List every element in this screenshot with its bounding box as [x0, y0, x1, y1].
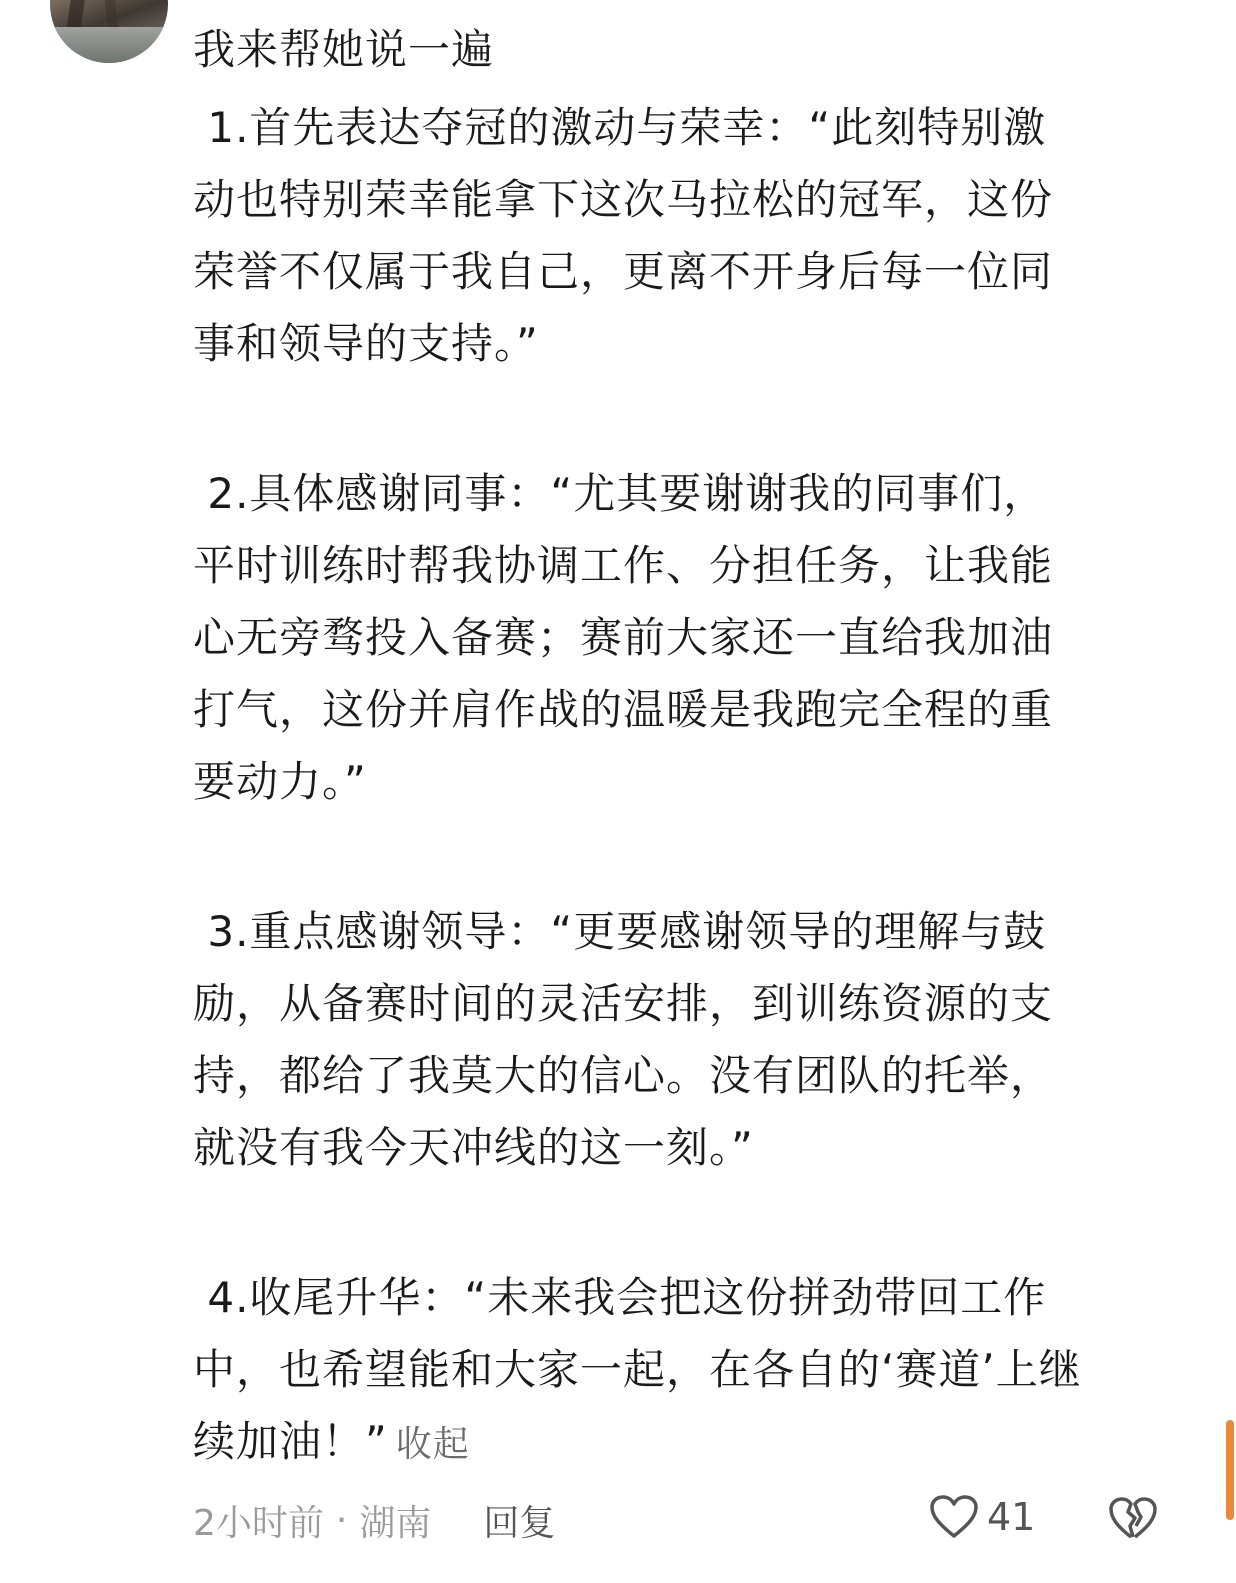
- collapse-link[interactable]: 收起: [395, 1424, 470, 1465]
- comment-paragraph-4-text: 4.收尾升华：“未来我会把这份拼劲带回工作 中，也希望能和大家一起，在各自的‘赛道’上继 续加油！”: [193, 1273, 1082, 1466]
- comment-paragraph-4: [193, 1262, 1178, 1481]
- comment-paragraph-1: 1.首先表达夺冠的激动与荣幸：“此刻特别激 动也特别荣幸能拿下这次马拉松的冠军，这份 荣誉不仅属于我自己，更离不开身后每一位同 事和领导的支持。”: [193, 103, 1054, 368]
- broken-heart-icon: [1108, 1496, 1158, 1542]
- avatar-image-detail: [50, 27, 168, 63]
- comment-footer: [193, 1490, 1178, 1550]
- comment-location: 湖南: [359, 1502, 432, 1544]
- comment-body: [193, 22, 1178, 1481]
- avatar[interactable]: [50, 0, 168, 63]
- like-count: 41: [987, 1495, 1036, 1539]
- comment-headline: 我来帮她说一遍: [193, 25, 495, 74]
- meta-separator: ·: [335, 1499, 348, 1541]
- like-button[interactable]: [929, 1494, 1035, 1540]
- heart-outline-icon: [929, 1494, 979, 1540]
- scrollbar-thumb[interactable]: [1226, 1420, 1234, 1520]
- comment-paragraph-3: 3.重点感谢领导：“更要感谢领导的理解与鼓 励，从备赛时间的灵活安排，到训练资源的支 持，都给了我莫大的信心。没有团队的托举， 就没有我今天冲线的这一刻。”: [193, 907, 1054, 1172]
- reply-button[interactable]: 回复: [483, 1502, 556, 1544]
- comment-paragraph-2: 2.具体感谢同事：“尤其要谢谢我的同事们， 平时训练时帮我协调工作、分担任务，让我能 心无旁骛投入备赛；赛前大家还一直给我加油 打气，这份并肩作战的温暖是我跑完全程的重 要动力。”: [193, 469, 1054, 806]
- dislike-button[interactable]: [1108, 1496, 1158, 1551]
- comment-time: 2小时前: [193, 1502, 324, 1544]
